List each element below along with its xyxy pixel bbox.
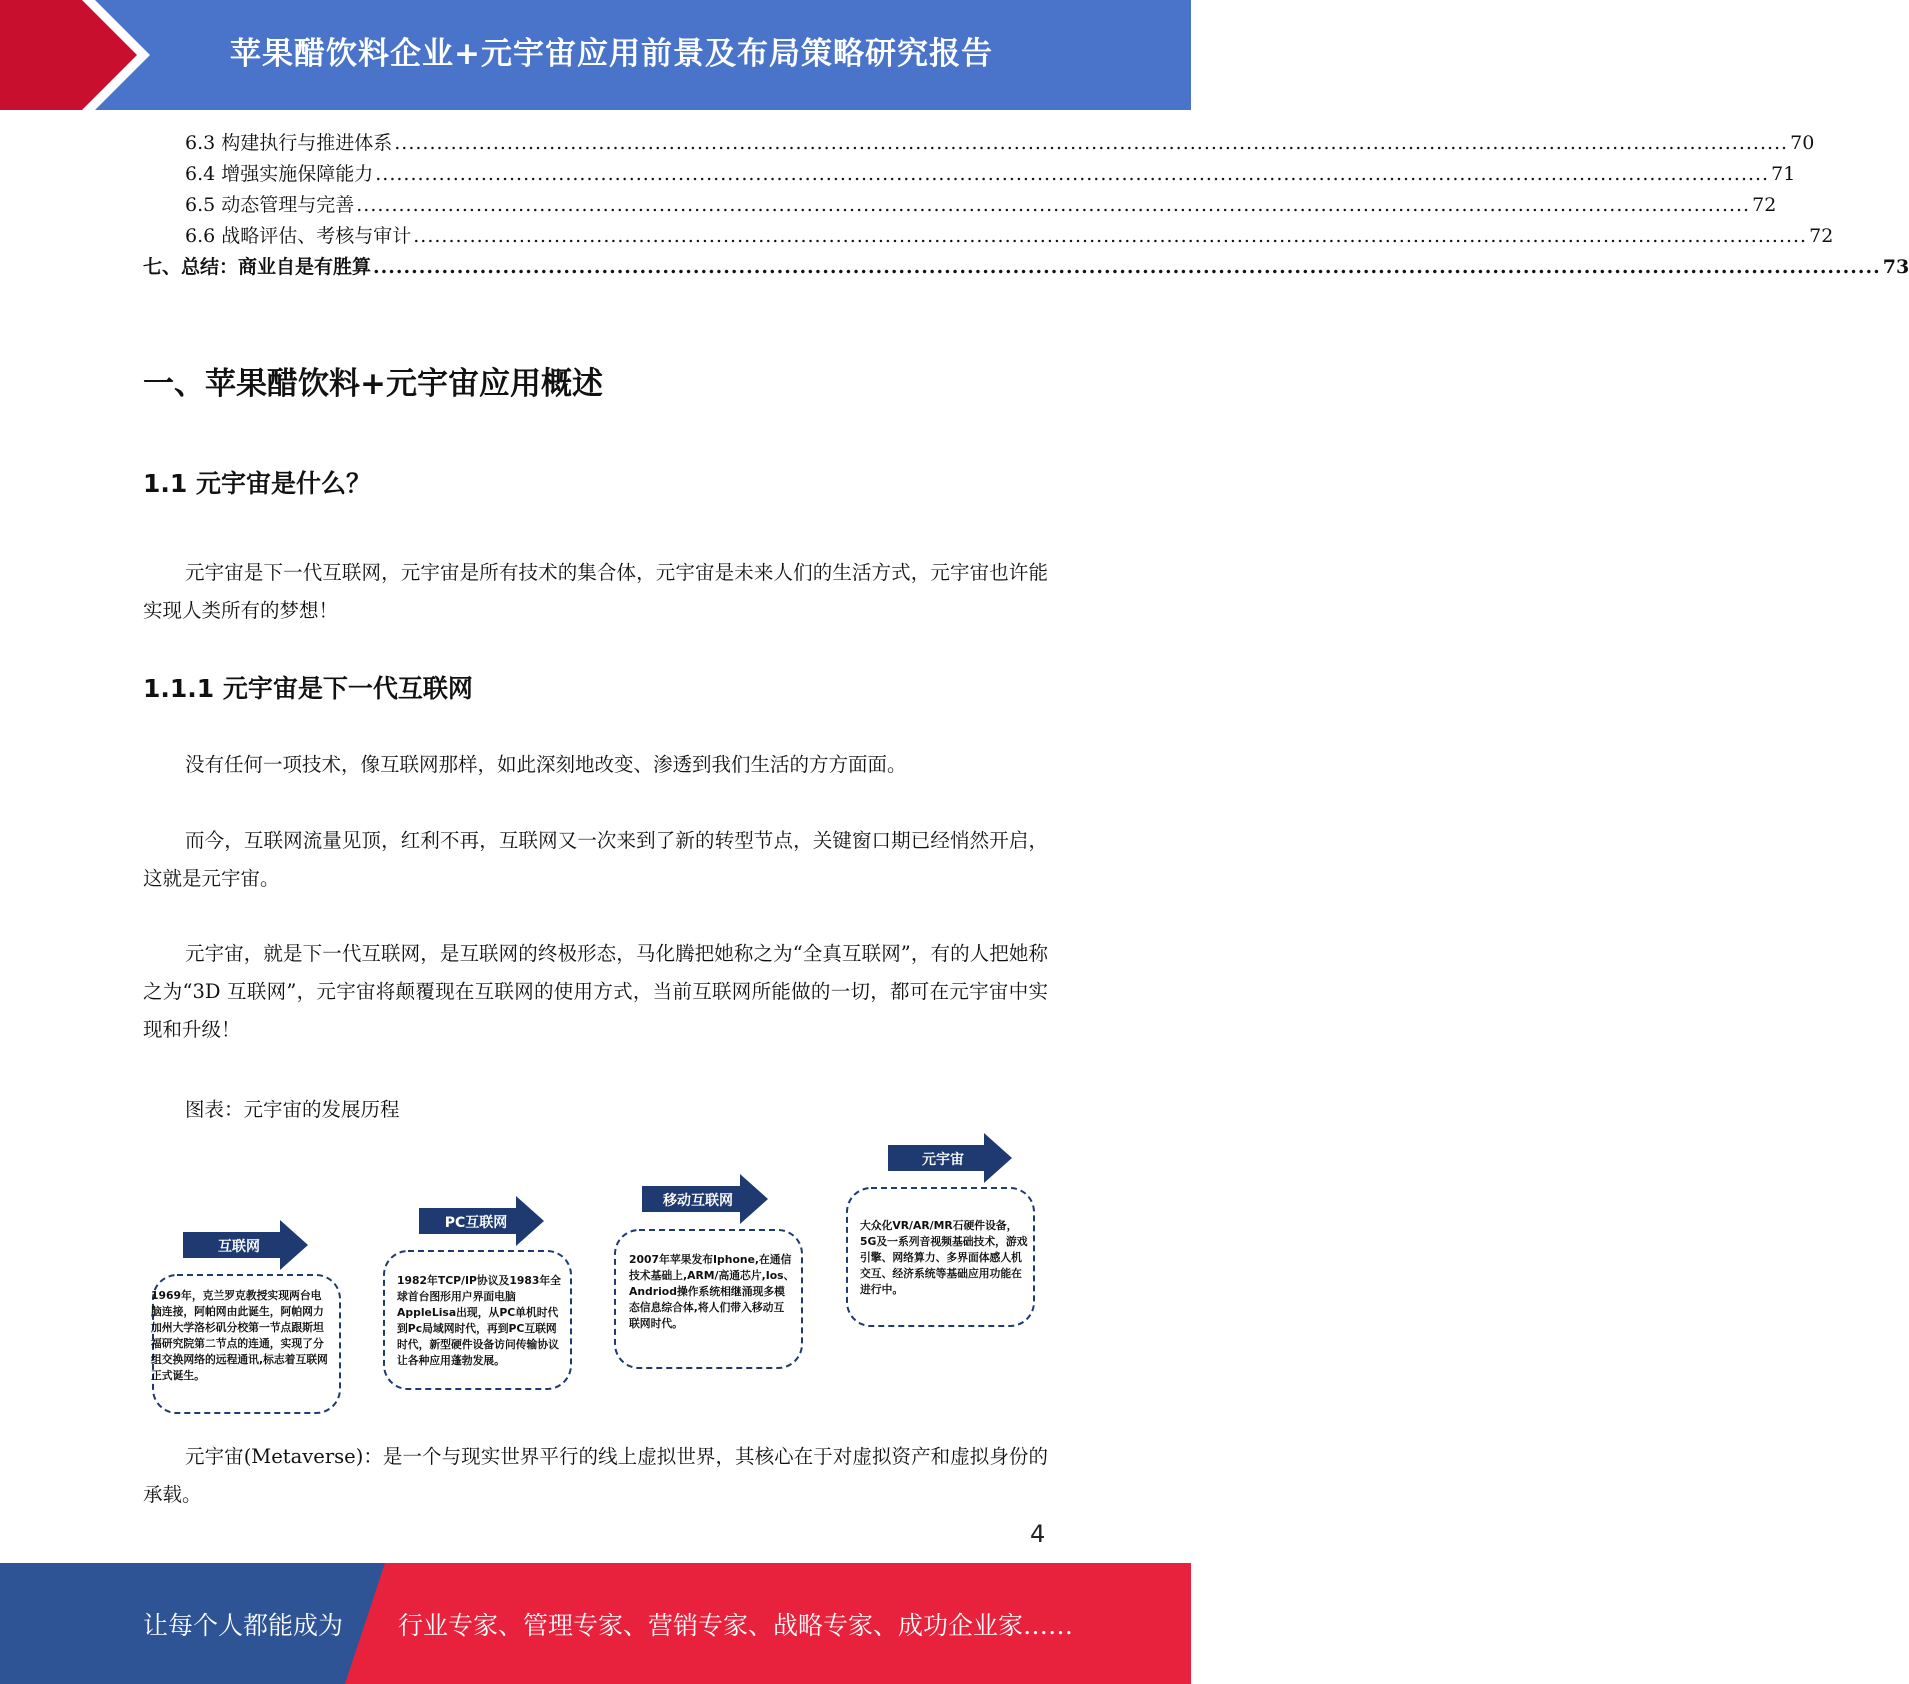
toc-entry[interactable] [143, 252, 1909, 283]
page-footer [0, 1563, 1191, 1684]
toc-entry[interactable] [143, 190, 1777, 221]
toc-entry[interactable] [143, 128, 1815, 159]
toc-entry-page: 70 [1790, 132, 1815, 154]
figure-caption: 图表：元宇宙的发展历程 [185, 1098, 400, 1121]
toc-entry-label: 6.6 战略评估、考核与审计 [185, 225, 412, 247]
stage-label: 移动互联网 [663, 1193, 733, 1209]
section-heading: 一、苹果醋饮料+元宇宙应用概述 [143, 366, 603, 402]
page-number: 4 [1030, 1520, 1046, 1548]
table-of-contents [143, 128, 1909, 283]
stage-arrow [419, 1196, 544, 1246]
toc-entry-label: 6.5 动态管理与完善 [185, 194, 355, 216]
body-paragraph: 而今，互联网流量见顶，红利不再，互联网又一次来到了新的转型节点，关键窗口期已经悄然开启，这就是元宇宙。 [143, 829, 1048, 890]
stage-label: 互联网 [218, 1239, 260, 1255]
toc-leader-dots: ...................................................................................................................................................................................................... [373, 256, 1881, 278]
toc-entry-page: 72 [1809, 225, 1834, 247]
stage-description: 大众化VR/AR/MR石硬件设备，5G及一系列音视频基础技术，游戏引擎、网络算力、多界面体感人机交互、经济系统等基础应用功能在进行中。 [860, 1219, 1028, 1296]
body-paragraph: 元宇宙是下一代互联网，元宇宙是所有技术的集合体，元宇宙是未来人们的生活方式，元宇宙也许能实现人类所有的梦想！ [143, 561, 1048, 622]
toc-entry-label: 6.4 增强实施保障能力 [185, 163, 374, 185]
body-paragraph: 元宇宙，就是下一代互联网，是互联网的终极形态，马化腾把她称之为“全真互联网”，有的人把她称之为“3D 互联网”，元宇宙将颠覆现在互联网的使用方式，当前互联网所能做的一切，都可在元宇宙中实现和升级！ [143, 942, 1048, 1041]
timeline-figure [143, 1130, 1048, 1420]
toc-leader-dots: ...................................................................................................................................................................................................... [375, 163, 1770, 185]
toc-entry-page: 71 [1771, 163, 1796, 185]
stage-arrow [888, 1133, 1012, 1183]
footer-slogan-left: 让每个人都能成为 [143, 1611, 344, 1640]
toc-leader-dots: ...................................................................................................................................................................................................... [394, 132, 1789, 154]
body-paragraph: 元宇宙(Metaverse)：是一个与现实世界平行的线上虚拟世界，其核心在于对虚拟资产和虚拟身份的承载。 [143, 1445, 1048, 1506]
toc-entry[interactable] [143, 159, 1796, 190]
toc-entry[interactable] [143, 221, 1834, 252]
body-paragraph: 没有任何一项技术，像互联网那样，如此深刻地改变、渗透到我们生活的方方面面。 [185, 753, 907, 776]
stage-label: PC互联网 [444, 1215, 508, 1231]
stage-arrow [642, 1174, 768, 1224]
toc-leader-dots: ...................................................................................................................................................................................................... [356, 194, 1751, 216]
footer-slogan-right: 行业专家、管理专家、营销专家、战略专家、成功企业家…… [398, 1611, 1074, 1640]
toc-entry-label: 6.3 构建执行与推进体系 [185, 132, 393, 154]
stage-label: 元宇宙 [922, 1152, 964, 1168]
toc-entry-label: 七、总结：商业自是有胜算 [143, 256, 372, 278]
subsection-heading: 1.1 元宇宙是什么？ [143, 469, 371, 498]
stage-description: 2007年苹果发布Iphone,在通信技术基础上,ARM/高通芯片,Ios、Andriod操作系统相继涌现多模态信息综合体,将人们带入移动互联网时代。 [629, 1253, 795, 1330]
toc-entry-page: 72 [1752, 194, 1777, 216]
subsubsection-heading: 1.1.1 元宇宙是下一代互联网 [143, 674, 473, 703]
page-header [0, 0, 1191, 110]
stage-arrow [183, 1220, 308, 1270]
header-title: 苹果醋饮料企业+元宇宙应用前景及布局策略研究报告 [230, 36, 993, 72]
toc-leader-dots: ...................................................................................................................................................................................................... [413, 225, 1808, 247]
toc-entry-page: 73 [1882, 256, 1909, 278]
stage-description: 1969年，克兰罗克教授实现两台电脑连接，阿帕网由此诞生，阿帕网力加州大学洛杉矶分校第一节点跟斯坦福研究院第二节点的连通，实现了分组交换网络的远程通讯,标志着互联网正式诞生。 [151, 1289, 328, 1382]
stage-description: 1982年TCP/IP协议及1983年全球首台图形用户界面电脑AppleLisa出现，从PC单机时代到Pc局域网时代，再到PC互联网时代，新型硬件设备访问传输协议让各种应用蓬勃发展。 [397, 1274, 561, 1367]
